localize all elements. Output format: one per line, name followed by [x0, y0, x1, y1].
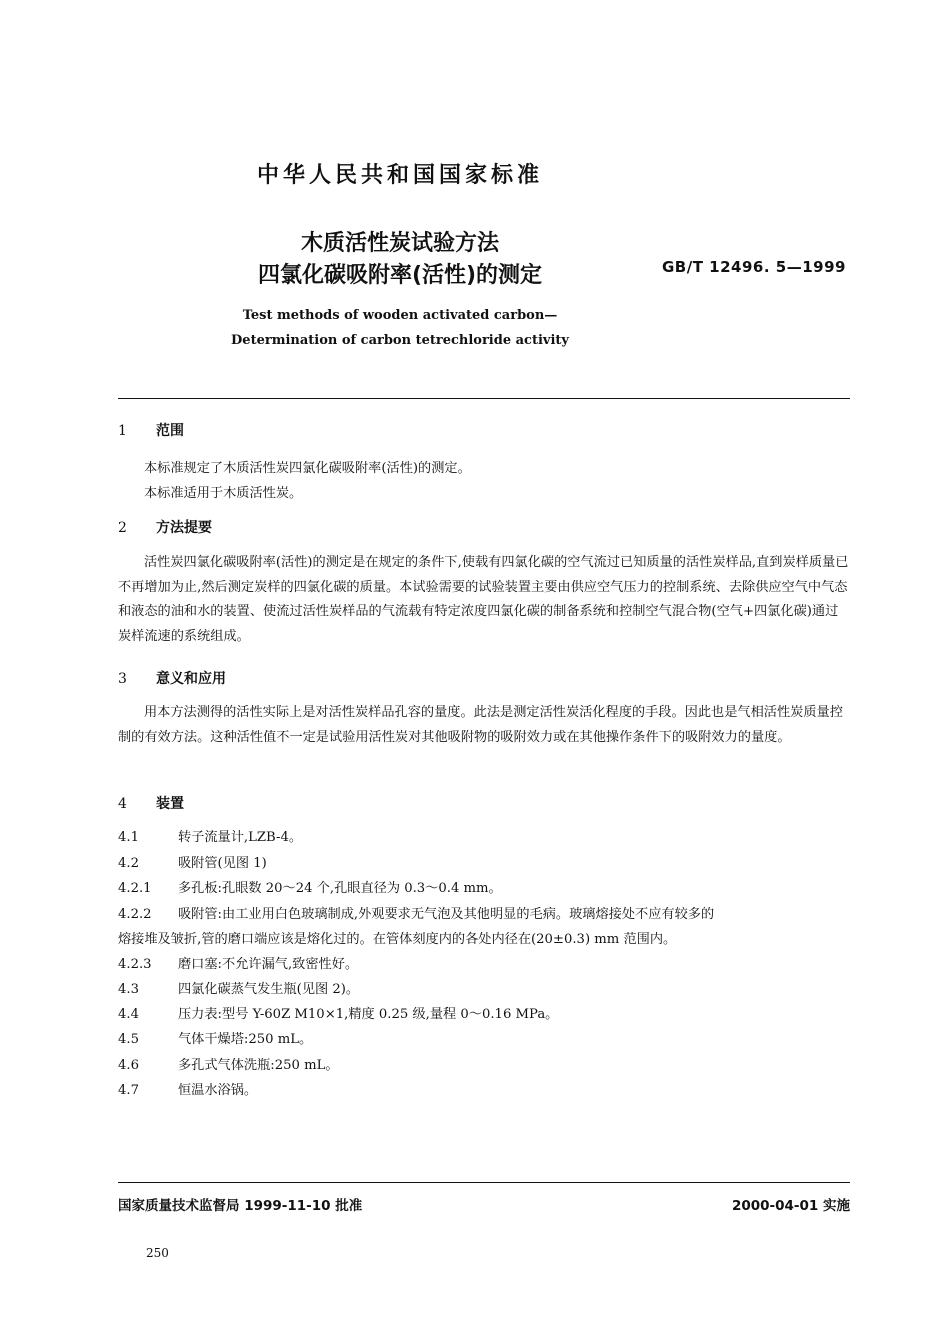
- item-text: 磨口塞:不允许漏气,致密性好。: [178, 957, 359, 972]
- approval-info: 国家质量技术监督局 1999-11-10 批准: [118, 1198, 363, 1214]
- list-item: [118, 903, 714, 922]
- section-3-title: 意义和应用: [156, 671, 226, 687]
- section-2-title: 方法提要: [156, 520, 212, 536]
- doc-title-line2: 四氯化碳吸附率(活性)的测定: [257, 263, 543, 288]
- section-4-number: 4: [118, 796, 127, 812]
- list-item: [118, 1054, 339, 1073]
- item-text: 气体干燥塔:250 mL。: [178, 1032, 313, 1047]
- standard-number: GB/T 12496. 5—1999: [662, 258, 846, 276]
- item-number: 4.2.1: [118, 881, 152, 896]
- item-text: 吸附管(见图 1): [178, 856, 267, 871]
- english-title-line2: Determination of carbon tetrechloride activity: [231, 333, 569, 348]
- english-title-line1: Test methods of wooden activated carbon—: [242, 308, 558, 323]
- section-1-paragraph-1: 本标准规定了木质活性炭四氯化碳吸附率(活性)的测定。: [144, 461, 471, 476]
- section-3-paragraph: 用本方法测得的活性实际上是对活性炭样品孔容的量度。此法是测定活性炭活化程度的手段。因此也是气相活性炭质量控制的有效方法。这种活性值不一定是试验用活性炭对其他吸附物的吸附效力或在其他操作条件下的吸附效力的量度。: [118, 705, 843, 745]
- list-item: [118, 978, 359, 997]
- item-number: 4.2.3: [118, 957, 152, 972]
- list-item-continuation: 熔接堆及皱折,管的磨口端应该是熔化过的。在管体刻度内的各处内径在(20±0.3) mm 范围内。: [118, 932, 677, 947]
- list-item: [118, 953, 358, 972]
- item-text: 恒温水浴锅。: [178, 1083, 258, 1098]
- section-2-paragraph: 活性炭四氯化碳吸附率(活性)的测定是在规定的条件下,使载有四氯化碳的空气流过已知质量的活性炭样品,直到炭样质量已不再增加为止,然后测定炭样的四氯化碳的质量。本试验需要的试验装置主要由供应空气压力的控制系统、去除供应空气中气态和液态的油和水的装置、使流过活性炭样品的气流载有特定浓度四氯化碳的制备系统和控制空气混合物(空气+四氯化碳)通过炭样流速的系统组成。: [118, 555, 849, 644]
- list-item: [118, 852, 267, 871]
- section-1-title: 范围: [156, 423, 184, 439]
- item-text: 多孔板:孔眼数 20～24 个,孔眼直径为 0.3～0.4 mm。: [178, 881, 502, 896]
- list-item: [118, 1028, 312, 1047]
- list-item: [118, 877, 502, 896]
- item-number: 4.7: [118, 1083, 139, 1098]
- section-1-paragraph-2: 本标准适用于木质活性炭。: [144, 486, 303, 501]
- doc-title-line1: 木质活性炭试验方法: [300, 231, 499, 256]
- item-text: 四氯化碳蒸气发生瓶(见图 2)。: [178, 982, 360, 997]
- item-number: 4.4: [118, 1007, 139, 1022]
- item-number: 4.1: [118, 830, 139, 845]
- item-number: 4.5: [118, 1032, 139, 1047]
- section-2-heading: [118, 517, 212, 537]
- section-4-heading: [118, 793, 184, 813]
- list-item: [118, 826, 302, 845]
- section-1-number: 1: [118, 423, 127, 439]
- implementation-date: 2000-04-01 实施: [731, 1198, 850, 1214]
- footer-divider: [118, 1182, 850, 1183]
- item-number: 4.2.2: [118, 907, 152, 922]
- item-number: 4.2: [118, 856, 139, 871]
- section-4-title: 装置: [156, 796, 184, 812]
- section-2-number: 2: [118, 520, 127, 536]
- item-number: 4.6: [118, 1058, 139, 1073]
- list-item: [118, 1003, 558, 1022]
- item-text: 转子流量计,LZB-4。: [178, 830, 303, 845]
- item-number: 4.3: [118, 982, 139, 997]
- item-text: 多孔式气体洗瓶:250 mL。: [178, 1058, 339, 1073]
- section-1-heading: [118, 420, 184, 440]
- item-text: 吸附管:由工业用白色玻璃制成,外观要求无气泡及其他明显的毛病。玻璃熔接处不应有较多的: [178, 907, 715, 922]
- section-3-heading: [118, 668, 226, 688]
- standard-header: 中华人民共和国国家标准: [256, 163, 543, 188]
- section-3-number: 3: [118, 671, 127, 687]
- list-item: [118, 1079, 257, 1098]
- page-number: 250: [146, 1246, 169, 1260]
- item-text: 压力表:型号 Y-60Z M10×1,精度 0.25 级,量程 0～0.16 MPa。: [178, 1007, 559, 1022]
- header-divider: [118, 398, 850, 399]
